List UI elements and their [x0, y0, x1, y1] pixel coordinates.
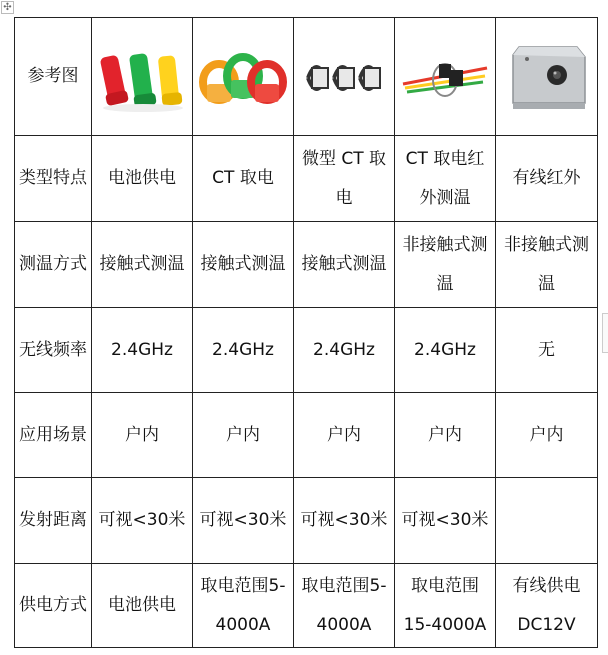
table-cell: 有线供电DC12V [496, 564, 598, 648]
table-row [15, 564, 598, 648]
row-label: 供电方式 [15, 564, 92, 648]
table-move-handle[interactable]: ✣ [1, 1, 14, 14]
table-row [15, 136, 598, 222]
table-cell: 可视<30米 [92, 478, 193, 564]
row-label: 应用场景 [15, 393, 92, 478]
table-row [15, 478, 598, 564]
table-cell: 取电范围5-4000A [193, 564, 294, 648]
table-cell: 取电范围5-4000A [294, 564, 395, 648]
table-cell: 户内 [193, 393, 294, 478]
table-cell [496, 478, 598, 564]
table-cell: 可视<30米 [193, 478, 294, 564]
table-cell: 有线红外 [496, 136, 598, 222]
table-cell: 可视<30米 [294, 478, 395, 564]
row-label: 发射距离 [15, 478, 92, 564]
table-row [15, 393, 598, 478]
image-cell [193, 18, 294, 136]
wired-infrared-camera-icon [501, 33, 593, 121]
image-cell [395, 18, 496, 136]
table-cell: 2.4GHz [395, 308, 496, 393]
table-cell: 微型 CT 取电 [294, 136, 395, 222]
table-cell: 电池供电 [92, 136, 193, 222]
table-cell: 无 [496, 308, 598, 393]
table-cell: 接触式测温 [193, 222, 294, 308]
ct-powered-sensor-straps-icon [197, 38, 289, 116]
table-cell: 非接触式测温 [496, 222, 598, 308]
comparison-table [14, 17, 598, 648]
table-cell: 接触式测温 [92, 222, 193, 308]
image-cell [496, 18, 598, 136]
row-label: 类型特点 [15, 136, 92, 222]
side-scroll-marker [602, 313, 608, 353]
table-row [15, 18, 598, 136]
ct-infrared-sensor-ties-icon [399, 38, 491, 116]
image-cell [294, 18, 395, 136]
table-cell: 户内 [395, 393, 496, 478]
table-cell: 户内 [294, 393, 395, 478]
row-label: 测温方式 [15, 222, 92, 308]
table-cell: 接触式测温 [294, 222, 395, 308]
table-cell: 户内 [92, 393, 193, 478]
table-cell: 2.4GHz [294, 308, 395, 393]
table-cell: 取电范围15-4000A [395, 564, 496, 648]
battery-powered-sensor-straps-icon [96, 38, 188, 116]
row-label: 无线频率 [15, 308, 92, 393]
table-row [15, 308, 598, 393]
table-cell: 非接触式测温 [395, 222, 496, 308]
micro-ct-sensor-clamps-icon [298, 38, 390, 116]
table-cell: 可视<30米 [395, 478, 496, 564]
table-cell: 2.4GHz [193, 308, 294, 393]
table-row [15, 222, 598, 308]
row-label: 参考图 [15, 18, 92, 136]
table-cell: 电池供电 [92, 564, 193, 648]
table-cell: 户内 [496, 393, 598, 478]
image-cell [92, 18, 193, 136]
table-cell: 2.4GHz [92, 308, 193, 393]
table-cell: CT 取电 [193, 136, 294, 222]
table-cell: CT 取电红外测温 [395, 136, 496, 222]
